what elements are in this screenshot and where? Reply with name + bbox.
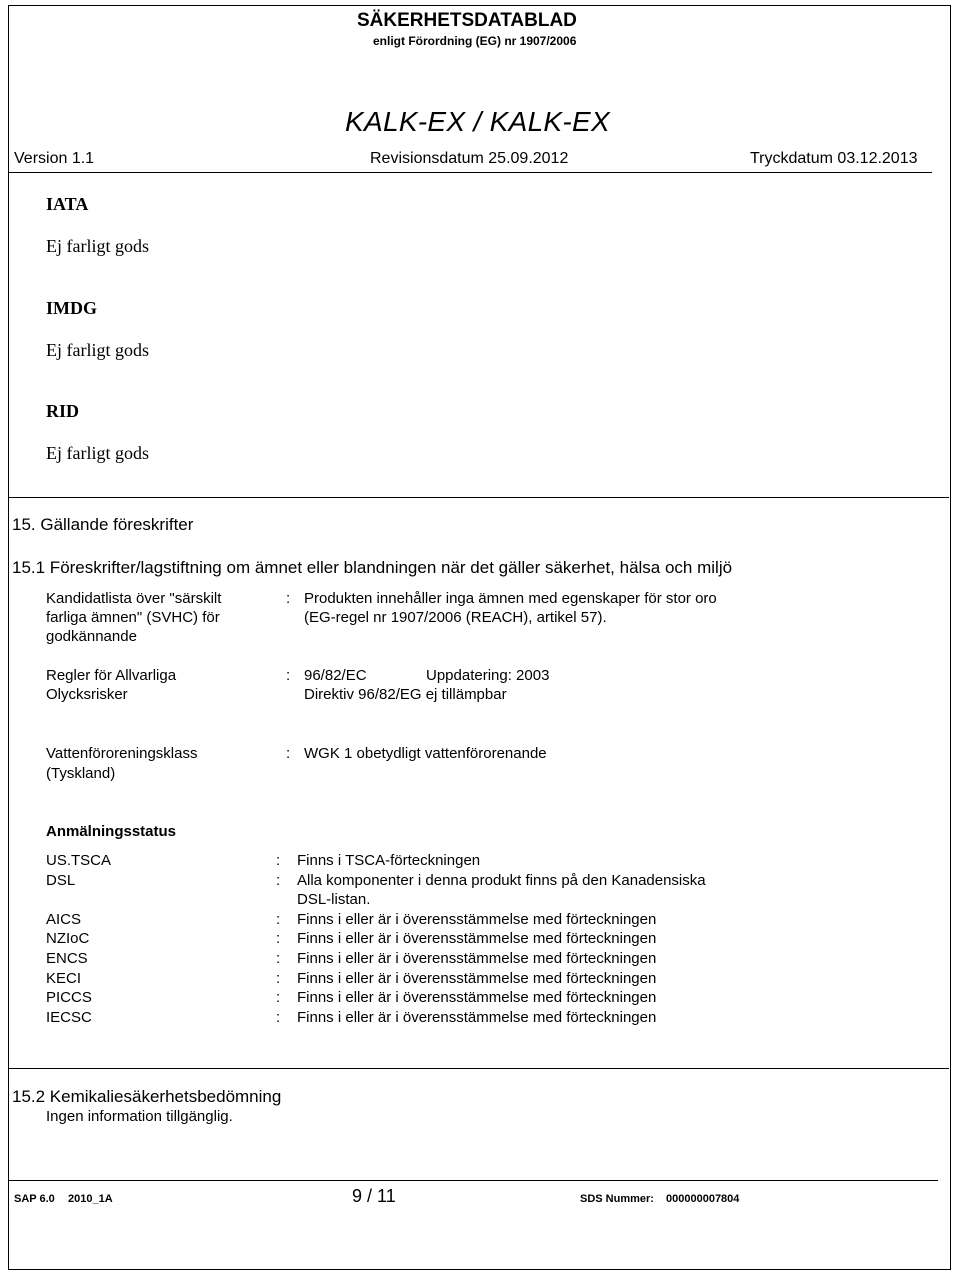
imdg-heading: IMDG	[46, 298, 97, 318]
inventory-name: DSL	[46, 872, 76, 889]
inventory-name: NZIoC	[46, 930, 90, 947]
section-15-1-heading: 15.1 Föreskrifter/lagstiftning om ämnet eller blandningen när det gäller säkerhet, hälsa och miljö	[12, 558, 733, 577]
section-15-2-heading: 15.2 Kemikaliesäkerhetsbedömning	[12, 1087, 282, 1106]
colon-separator: :	[276, 852, 281, 869]
iata-text: Ej farligt gods	[46, 236, 149, 256]
seveso-label-line: Olycksrisker	[46, 686, 128, 703]
inventory-name: PICCS	[46, 989, 92, 1006]
svhc-value-line: (EG-regel nr 1907/2006 (REACH), artikel 57).	[304, 609, 607, 626]
imdg-text: Ej farligt gods	[46, 340, 149, 360]
seveso-update: Uppdatering: 2003	[426, 667, 550, 684]
section-15-2-text: Ingen information tillgänglig.	[46, 1108, 233, 1125]
rid-heading: RID	[46, 401, 80, 421]
inventory-status: Alla komponenter i denna produkt finns på den Kanadensiska	[297, 872, 706, 889]
water-value: WGK 1 obetydligt vattenförorenande	[304, 745, 547, 762]
sap-version: SAP 6.0	[14, 1193, 55, 1205]
regulation-subtitle: enligt Förordning (EG) nr 1907/2006	[373, 34, 577, 48]
document-title: SÄKERHETSDATABLAD	[357, 10, 577, 31]
svhc-label-line: Kandidatlista över "särskilt	[46, 590, 222, 607]
inventory-status: Finns i TSCA-förteckningen	[297, 852, 481, 869]
print-date: Tryckdatum 03.12.2013	[750, 150, 918, 167]
seveso-label-line: Regler för Allvarliga	[46, 667, 177, 684]
rid-text: Ej farligt gods	[46, 443, 149, 463]
inventory-status: Finns i eller är i överensstämmelse med förteckningen	[297, 930, 657, 947]
sds-number: 000000007804	[666, 1193, 740, 1205]
header-divider	[8, 172, 932, 173]
inventory-status: Finns i eller är i överensstämmelse med förteckningen	[297, 950, 657, 967]
section-divider	[8, 497, 949, 498]
colon-separator: :	[286, 590, 291, 607]
section-15-heading: 15. Gällande föreskrifter	[12, 515, 194, 534]
svhc-label-line: farliga ämnen" (SVHC) för	[46, 609, 220, 626]
notification-heading: Anmälningsstatus	[46, 823, 177, 840]
seveso-note: Direktiv 96/82/EG ej tillämpbar	[304, 686, 507, 703]
sds-label: SDS Nummer:	[580, 1193, 654, 1205]
inventory-name: US.TSCA	[46, 852, 112, 869]
colon-separator: :	[286, 667, 291, 684]
colon-separator: :	[276, 911, 281, 928]
page-frame	[8, 5, 951, 1270]
svhc-value-line: Produkten innehåller inga ämnen med egenskaper för stor oro	[304, 590, 717, 607]
section-divider	[8, 1068, 949, 1069]
inventory-status: Finns i eller är i överensstämmelse med förteckningen	[297, 1009, 657, 1026]
inventory-name: ENCS	[46, 950, 88, 967]
inventory-status: Finns i eller är i överensstämmelse med förteckningen	[297, 911, 657, 928]
page-number: 9 / 11	[352, 1186, 396, 1206]
inventory-status: DSL-listan.	[297, 891, 371, 908]
inventory-status: Finns i eller är i överensstämmelse med förteckningen	[297, 970, 657, 987]
colon-separator: :	[276, 872, 281, 889]
inventory-name: AICS	[46, 911, 82, 928]
footer-divider	[8, 1180, 938, 1181]
water-label-line: (Tyskland)	[46, 765, 116, 782]
inventory-name: KECI	[46, 970, 82, 987]
inventory-name: IECSC	[46, 1009, 92, 1026]
colon-separator: :	[286, 745, 291, 762]
inventory-status: Finns i eller är i överensstämmelse med förteckningen	[297, 989, 657, 1006]
colon-separator: :	[276, 970, 281, 987]
svhc-label-line: godkännande	[46, 628, 137, 645]
water-label-line: Vattenföroreningsklass	[46, 745, 198, 762]
build-id: 2010_1A	[68, 1193, 113, 1205]
colon-separator: :	[276, 930, 281, 947]
colon-separator: :	[276, 950, 281, 967]
colon-separator: :	[276, 1009, 281, 1026]
iata-heading: IATA	[46, 194, 89, 214]
version-label: Version 1.1	[14, 150, 95, 167]
revision-date: Revisionsdatum 25.09.2012	[370, 150, 569, 167]
colon-separator: :	[276, 989, 281, 1006]
product-name: KALK-EX / KALK-EX	[345, 106, 610, 137]
seveso-code: 96/82/EC	[304, 667, 367, 684]
